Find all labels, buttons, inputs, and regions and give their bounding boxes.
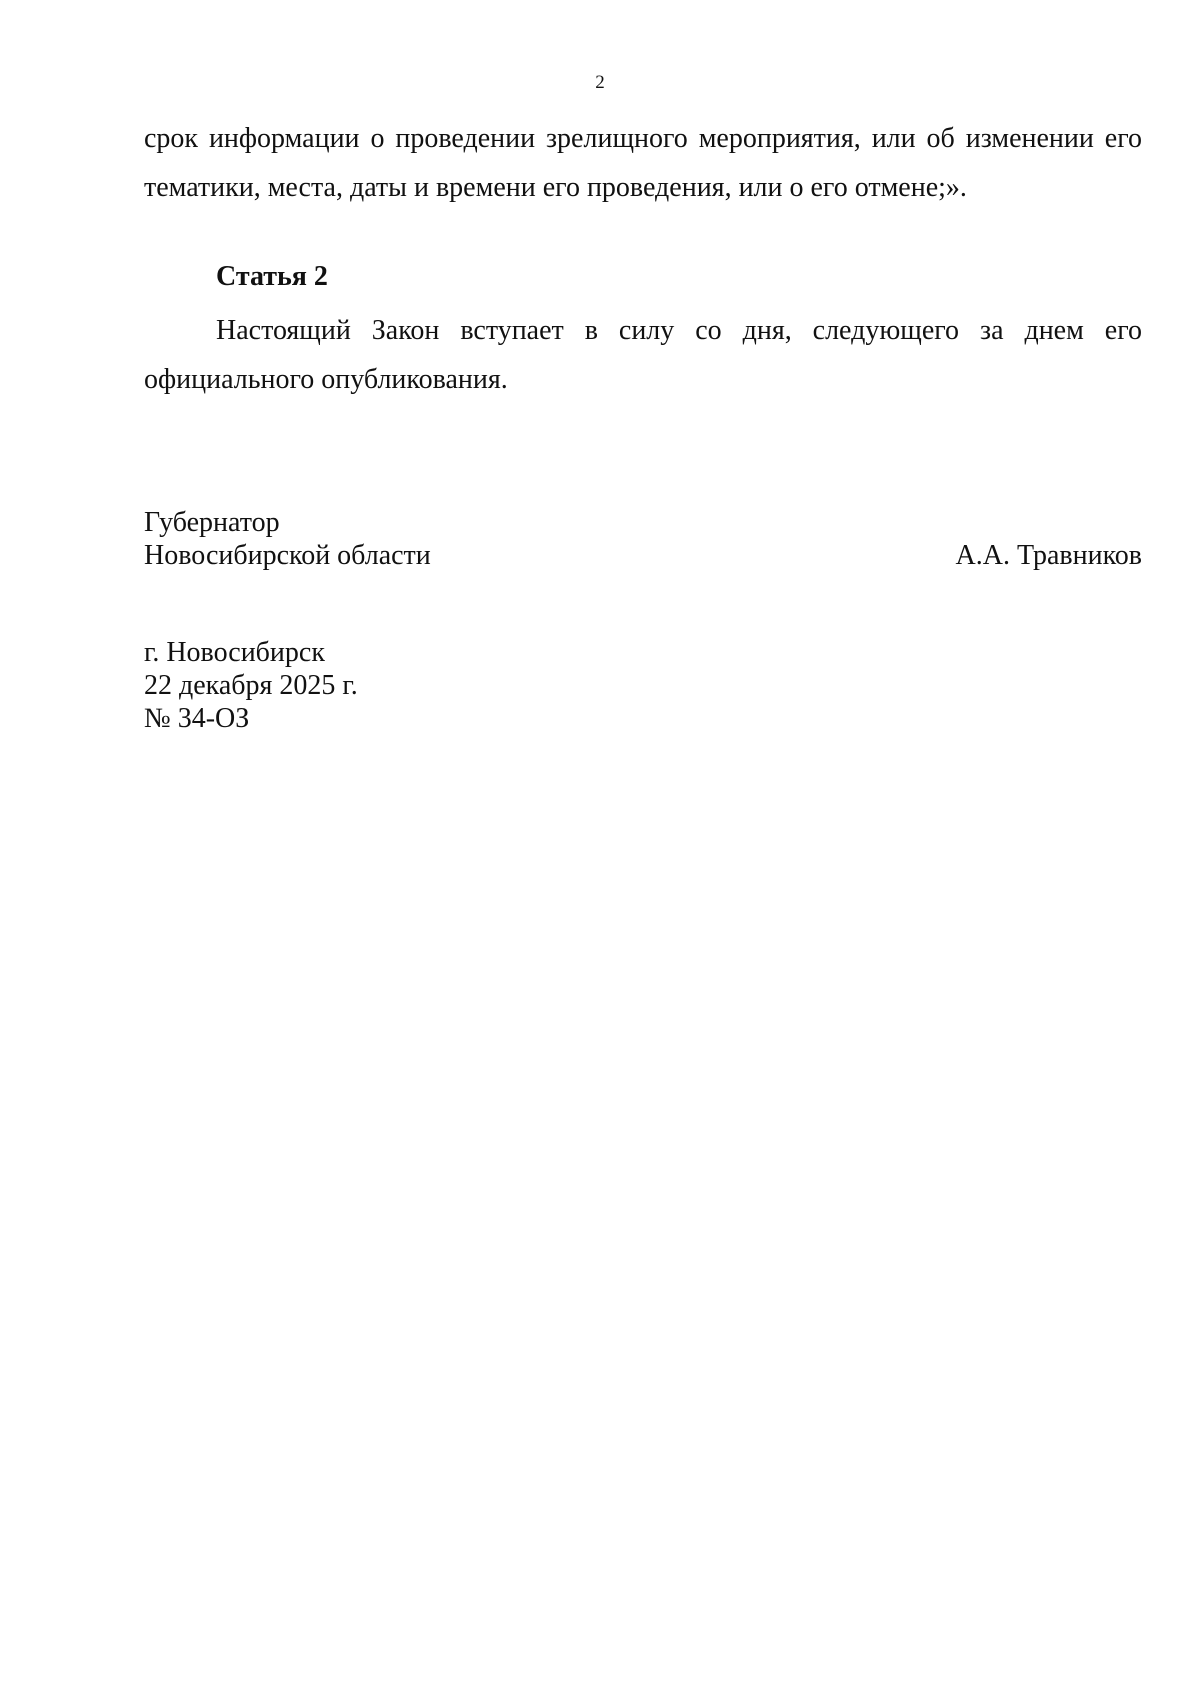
article-text: Настоящий Закон вступает в силу со дня, следующего за днем его официального опубликования. — [144, 315, 1142, 395]
place-city: г. Новосибирск — [144, 637, 325, 668]
page-number: 2 — [595, 72, 605, 93]
law-date: 22 декабря 2025 г. — [144, 670, 358, 701]
signature-block — [144, 506, 1142, 572]
article-heading: Статья 2 — [216, 261, 328, 292]
law-number: № 34-ОЗ — [144, 703, 250, 734]
intro-block — [144, 114, 1142, 212]
article-block — [144, 260, 1142, 404]
signatory-title-line2: Новосибирской области — [144, 540, 431, 571]
signatory-title-line1: Губернатор — [144, 507, 280, 538]
intro-paragraph: срок информации о проведении зрелищного мероприятия, или об изменении его тематики, места, даты и времени его проведения, или о его отмене;». — [144, 123, 1142, 203]
signatory-title — [144, 506, 431, 572]
signatory-name: А.А. Травников — [955, 540, 1142, 571]
place-date-block — [144, 636, 358, 735]
